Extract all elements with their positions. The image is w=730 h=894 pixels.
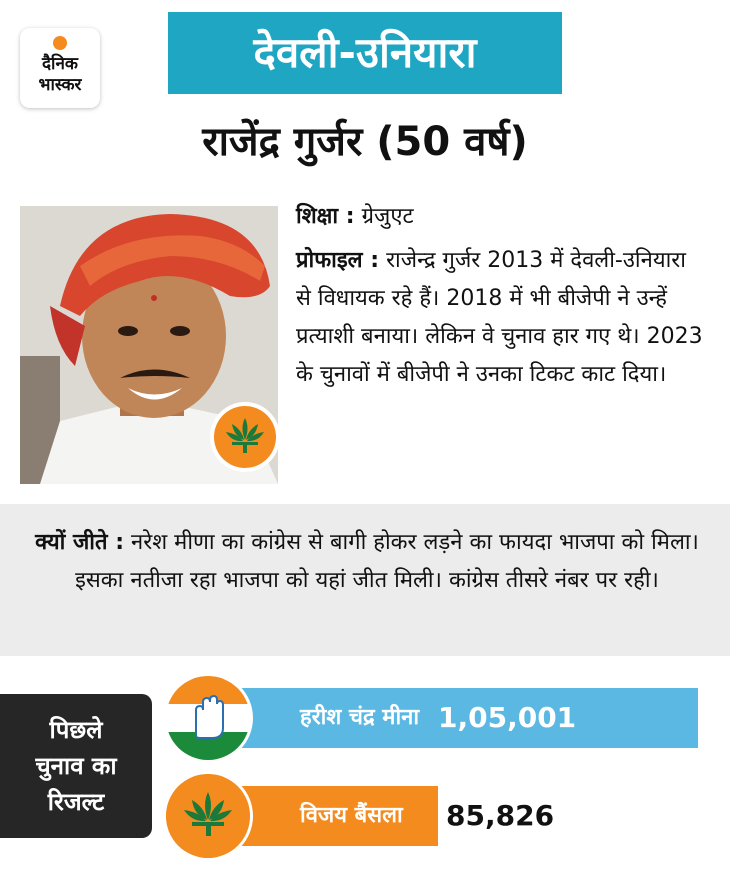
education-label: शिक्षा :	[296, 204, 355, 229]
constituency-banner: देवली-उनियारा	[168, 12, 562, 94]
dainik-bhaskar-logo	[20, 28, 100, 108]
why-won-text: नरेश मीणा का कांग्रेस से बागी होकर लड़ने का फायदा भाजपा को मिला। इसका नतीजा रहा भाजपा को यहां जीत मिली। कांग्रेस तीसरे नंबर पर रही।	[75, 530, 699, 593]
candidate-name-bjp: विजय बैंसला	[300, 803, 403, 828]
bjp-lotus-icon	[166, 774, 250, 858]
previous-result-line1: पिछले	[49, 716, 103, 744]
bjp-logo	[166, 774, 250, 858]
previous-result-line2: चुनाव का	[35, 752, 117, 780]
bjp-badge-photo	[212, 404, 278, 470]
education-value: ग्रेजुएट	[361, 204, 414, 229]
previous-result-label	[0, 694, 152, 838]
votes-bjp: 85,826	[446, 799, 555, 832]
logo-text-line1: दैनिक	[42, 54, 78, 74]
bjp-lotus-icon	[212, 404, 278, 470]
previous-result-line3: रिजल्ट	[47, 788, 105, 816]
logo-text-line2: भास्कर	[38, 75, 82, 95]
result-bar-congress	[190, 688, 698, 748]
candidate-info	[296, 198, 706, 394]
why-won-box	[0, 504, 730, 656]
candidate-name: राजेंद्र गुर्जर (50 वर्ष)	[202, 119, 528, 165]
profile-text: राजेन्द्र गुर्जर 2013 में देवली-उनियारा से विधायक रहे हैं। 2018 में भी बीजेपी ने उन्हें प्रत्याशी बनाया। लेकिन वे चुनाव हार गए थे। 2023 के चुनावों में बीजेपी ने उनका टिकट काट दिया।	[296, 248, 703, 387]
why-won-label: क्यों जीते :	[35, 530, 125, 555]
profile-row	[296, 242, 706, 394]
congress-hand-icon	[166, 676, 250, 760]
congress-logo	[166, 676, 250, 760]
profile-label: प्रोफाइल :	[296, 248, 380, 273]
why-won-text-block	[16, 524, 718, 600]
logo-sun-icon	[53, 36, 67, 50]
candidate-name-congress: हरीश चंद्र मीना	[300, 705, 420, 730]
education-row	[296, 198, 706, 236]
votes-congress: 1,05,001	[438, 701, 577, 734]
